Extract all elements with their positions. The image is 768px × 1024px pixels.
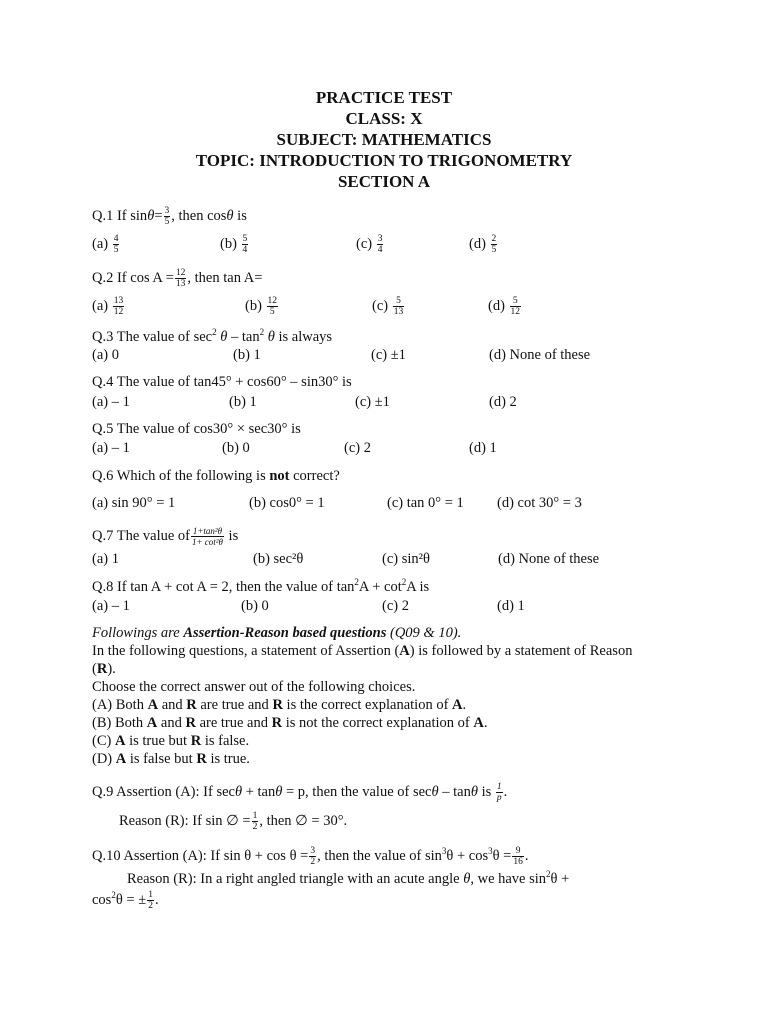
q1-option-c: (c) $\frac{3}{4}$ [356, 234, 383, 255]
ar-instruction-line-1: In the following questions, a statement of Assertion (A) is followed by a statement of Reason [92, 643, 633, 659]
question-6: Q.6 Which of the following is not correct? [92, 468, 340, 484]
q5-option-d: (d) 1 [469, 440, 497, 456]
ar-intro: Followings are Assertion-Reason based questions (Q09 & 10). [92, 625, 462, 641]
topic-heading: TOPIC: INTRODUCTION TO TRIGONOMETRY [195, 151, 573, 170]
q5-option-b: (b) 0 [222, 440, 250, 456]
q2-option-d: (d) $\frac{5}{12}$ [488, 296, 521, 317]
q3-option-a: (a) 0 [92, 347, 119, 363]
class-heading: CLASS: X [345, 109, 423, 128]
q2-option-b: (b) $\frac{12}{5}$ [245, 296, 278, 317]
question-3: Q.3 The value of $\sec^2 \theta - \tan^2 \theta$ is always [92, 327, 333, 345]
question-9-assertion: Q.9 Assertion (A): If secθ + tanθ = p, then the value of secθ – tanθ is $\frac{1}{p}$ . [92, 782, 508, 803]
ar-choice-a: (A) Both A and R are true and R is the correct explanation of A. [92, 697, 467, 713]
q8-option-b: (b) 0 [241, 598, 269, 614]
question-8: Q.8 If tan A + cot A = 2, then the value of $\tan^2A + \cot^2A$ is [92, 577, 430, 595]
question-10-reason-line-1: Reason (R): In a right angled triangle with an acute angle θ, we have $\sin^2\theta$ + [127, 869, 570, 887]
question-4: Q.4 The value of tan45° + cos60° – sin30° is [92, 374, 352, 390]
q2-option-a: (a) $\frac{13}{12}$ [92, 296, 124, 317]
q3-option-c: (c) ±1 [371, 347, 406, 363]
test-title: PRACTICE TEST [315, 88, 453, 107]
question-10-reason-line-2: $\cos^2\theta$ = ± $\frac{1}{2}$ . [92, 890, 159, 911]
ar-choice-b: (B) Both A and R are true and R is not the correct explanation of A. [92, 715, 488, 731]
question-7: Q.7 The value of $\frac{\text{1+tan²θ}}{\text{1+ cot²θ}}$ is [92, 526, 239, 547]
q6-option-c: (c) tan 0° = 1 [387, 495, 464, 511]
q1-option-a: (a) $\frac{4}{5}$ [92, 234, 119, 255]
q1-option-b: (b) $\frac{5}{4}$ [220, 234, 248, 255]
question-1: Q.1 If sinθ= $\frac{3}{5}$ , then cosθ is [92, 206, 247, 227]
q3-option-b: (b) 1 [233, 347, 261, 363]
q5-option-c: (c) 2 [344, 440, 371, 456]
subject-heading: SUBJECT: MATHEMATICS [276, 130, 492, 149]
q5-option-a: (a) – 1 [92, 440, 130, 456]
ar-choose: Choose the correct answer out of the following choices. [92, 679, 416, 695]
q1-option-d: (d) $\frac{2}{5}$ [469, 234, 497, 255]
q7-option-d: (d) None of these [498, 551, 600, 567]
q6-option-a: (a) sin 90° = 1 [92, 495, 176, 511]
ar-instruction-line-2: (R). [92, 661, 116, 677]
question-9-reason: Reason (R): If sin ∅ = $\frac{1}{2}$ , then ∅ = 30°. [119, 811, 348, 832]
q4-option-a: (a) – 1 [92, 394, 130, 410]
q6-option-d: (d) cot 30° = 3 [497, 495, 582, 511]
question-10-assertion: Q.10 Assertion (A): If sin θ + cos θ = $\frac{3}{2}$ , then the value of $\sin^3\theta + \cos^3\theta$ = $\frac{9}{16}$ . [92, 846, 529, 867]
question-2: Q.2 If cos A = $\frac{12}{13}$ , then tan A= [92, 268, 263, 289]
q4-option-b: (b) 1 [229, 394, 257, 410]
section-heading: SECTION A [337, 172, 431, 191]
q2-option-c: (c) $\frac{5}{13}$ [372, 296, 404, 317]
q7-option-a: (a) 1 [92, 551, 119, 567]
q8-option-c: (c) 2 [382, 598, 409, 614]
q8-option-d: (d) 1 [497, 598, 525, 614]
q7-option-c: (c) sin²θ [382, 551, 430, 567]
q4-option-c: (c) ±1 [355, 394, 390, 410]
fraction: $\frac{3}{5}$ [164, 206, 170, 227]
q8-option-a: (a) – 1 [92, 598, 130, 614]
question-5: Q.5 The value of cos30° × sec30° is [92, 421, 301, 437]
q7-option-b: (b) sec²θ [253, 551, 304, 567]
q4-option-d: (d) 2 [489, 394, 517, 410]
ar-choice-d: (D) A is false but R is true. [92, 751, 250, 767]
q6-option-b: (b) cos0° = 1 [249, 495, 325, 511]
q3-option-d: (d) None of these [489, 347, 591, 363]
ar-choice-c: (C) A is true but R is false. [92, 733, 250, 749]
